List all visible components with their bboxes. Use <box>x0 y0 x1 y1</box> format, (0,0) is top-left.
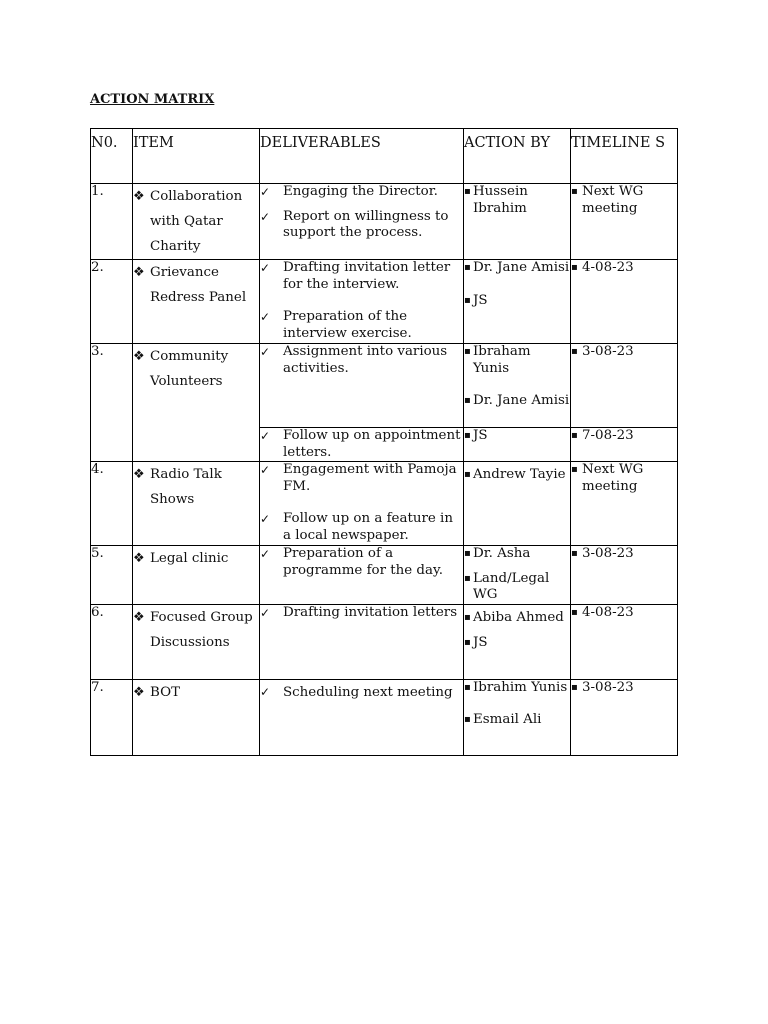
item-cell: ❖ Grievance Redress Panel <box>133 260 260 344</box>
square-bullet-icon: ▪ <box>464 430 471 441</box>
square-bullet-icon: ▪ <box>571 262 578 273</box>
square-bullet-icon: ▪ <box>464 636 471 648</box>
timeline-cell: ▪ Next WG meeting <box>571 462 678 546</box>
header-action-by: ACTION BY <box>464 129 571 184</box>
item-cell: ❖ Community Volunteers <box>133 344 260 462</box>
row-number: 4. <box>91 462 133 546</box>
check-icon: ✓ <box>260 605 271 620</box>
row-number: 5. <box>91 546 133 605</box>
table-row <box>91 344 678 428</box>
table-row <box>91 260 678 344</box>
row-number: 3. <box>91 344 133 462</box>
check-icon: ✓ <box>260 310 271 324</box>
row-number: 6. <box>91 604 133 679</box>
square-bullet-icon: ▪ <box>464 395 471 406</box>
deliverables-cell: ✓ Engaging the Director. ✓ Report on willingness to support the process. <box>260 184 464 260</box>
deliverables-cell: ✓ Drafting invitation letters <box>260 604 464 679</box>
square-bullet-icon: ▪ <box>464 572 471 584</box>
table-row <box>91 604 678 679</box>
square-bullet-icon: ▪ <box>464 611 471 623</box>
check-icon: ✓ <box>260 547 271 561</box>
diamond-bullet-icon: ❖ <box>133 551 145 566</box>
check-icon: ✓ <box>260 185 271 199</box>
check-icon: ✓ <box>260 209 271 224</box>
square-bullet-icon: ▪ <box>464 469 471 480</box>
diamond-bullet-icon: ❖ <box>133 189 145 204</box>
square-bullet-icon: ▪ <box>464 186 471 197</box>
item-cell: ❖ Collaboration with Qatar Charity <box>133 184 260 260</box>
deliverables-cell: ✓ Assignment into various activities. <box>260 344 464 428</box>
deliverables-cell: ✓ Scheduling next meeting <box>260 679 464 755</box>
table-row <box>91 462 678 546</box>
header-deliverables: DELIVERABLES <box>260 129 464 184</box>
square-bullet-icon: ▪ <box>464 346 471 357</box>
action-by-cell: ▪ Dr. Asha ▪ Land/Legal WG <box>464 546 571 605</box>
timeline-cell: ▪ 3-08-23 <box>571 679 678 755</box>
timeline-cell: ▪ 4-08-23 <box>571 260 678 344</box>
check-icon: ✓ <box>260 684 271 699</box>
timeline-cell: ▪ 3-08-23 <box>571 546 678 605</box>
square-bullet-icon: ▪ <box>571 346 578 357</box>
square-bullet-icon: ▪ <box>464 714 471 725</box>
action-by-cell: ▪ Hussein Ibrahim <box>464 184 571 260</box>
header-no: N0. <box>91 129 133 184</box>
square-bullet-icon: ▪ <box>571 548 578 559</box>
diamond-bullet-icon: ❖ <box>133 684 145 700</box>
square-bullet-icon: ▪ <box>571 464 578 475</box>
action-matrix-table <box>90 128 678 756</box>
row-number: 1. <box>91 184 133 260</box>
action-by-cell: ▪ Ibrahim Yunis ▪ Esmail Ali <box>464 679 571 755</box>
deliverables-cell: ✓ Drafting invitation letter for the interview. ✓ Preparation of the interview exercise. <box>260 260 464 344</box>
square-bullet-icon: ▪ <box>571 430 578 441</box>
check-icon: ✓ <box>260 261 271 275</box>
diamond-bullet-icon: ❖ <box>133 467 145 482</box>
timeline-cell: ▪ Next WG meeting <box>571 184 678 260</box>
check-icon: ✓ <box>260 429 271 443</box>
timeline-cell: ▪ 7-08-23 <box>571 428 678 462</box>
timeline-cell: ▪ 4-08-23 <box>571 604 678 679</box>
action-by-cell: ▪ Andrew Tayie <box>464 462 571 546</box>
table-row <box>91 679 678 755</box>
diamond-bullet-icon: ❖ <box>133 349 145 364</box>
timeline-cell: ▪ 3-08-23 <box>571 344 678 428</box>
table-row <box>91 184 678 260</box>
item-cell: ❖ Focused Group Discussions <box>133 604 260 679</box>
action-by-cell: ▪ JS <box>464 428 571 462</box>
square-bullet-icon: ▪ <box>464 294 471 306</box>
square-bullet-icon: ▪ <box>464 548 471 559</box>
action-by-cell: ▪ Dr. Jane Amisi ▪ JS <box>464 260 571 344</box>
square-bullet-icon: ▪ <box>571 186 578 197</box>
square-bullet-icon: ▪ <box>464 262 471 273</box>
action-by-cell: ▪ Ibraham Yunis ▪ Dr. Jane Amisi <box>464 344 571 428</box>
header-timeline: TIMELINE S <box>571 129 678 184</box>
square-bullet-icon: ▪ <box>571 681 578 693</box>
deliverables-cell: ✓ Engagement with Pamoja FM. ✓ Follow up on a feature in a local newspaper. <box>260 462 464 546</box>
check-icon: ✓ <box>260 512 271 526</box>
item-cell: ❖ BOT <box>133 679 260 755</box>
row-number: 2. <box>91 260 133 344</box>
deliverables-cell: ✓ Follow up on appointment letters. <box>260 428 464 462</box>
item-cell: ❖ Radio Talk Shows <box>133 462 260 546</box>
item-cell: ❖ Legal clinic <box>133 546 260 605</box>
table-row <box>91 546 678 605</box>
diamond-bullet-icon: ❖ <box>133 265 145 280</box>
diamond-bullet-icon: ❖ <box>133 609 145 625</box>
check-icon: ✓ <box>260 345 271 359</box>
table-header-row <box>91 129 678 184</box>
check-icon: ✓ <box>260 463 271 477</box>
document-title: ACTION MATRIX <box>90 92 215 107</box>
action-by-cell: ▪ Abiba Ahmed ▪ JS <box>464 604 571 679</box>
deliverables-cell: ✓ Preparation of a programme for the day. <box>260 546 464 605</box>
header-item: ITEM <box>133 129 260 184</box>
row-number: 7. <box>91 679 133 755</box>
square-bullet-icon: ▪ <box>571 606 578 618</box>
square-bullet-icon: ▪ <box>464 681 471 693</box>
